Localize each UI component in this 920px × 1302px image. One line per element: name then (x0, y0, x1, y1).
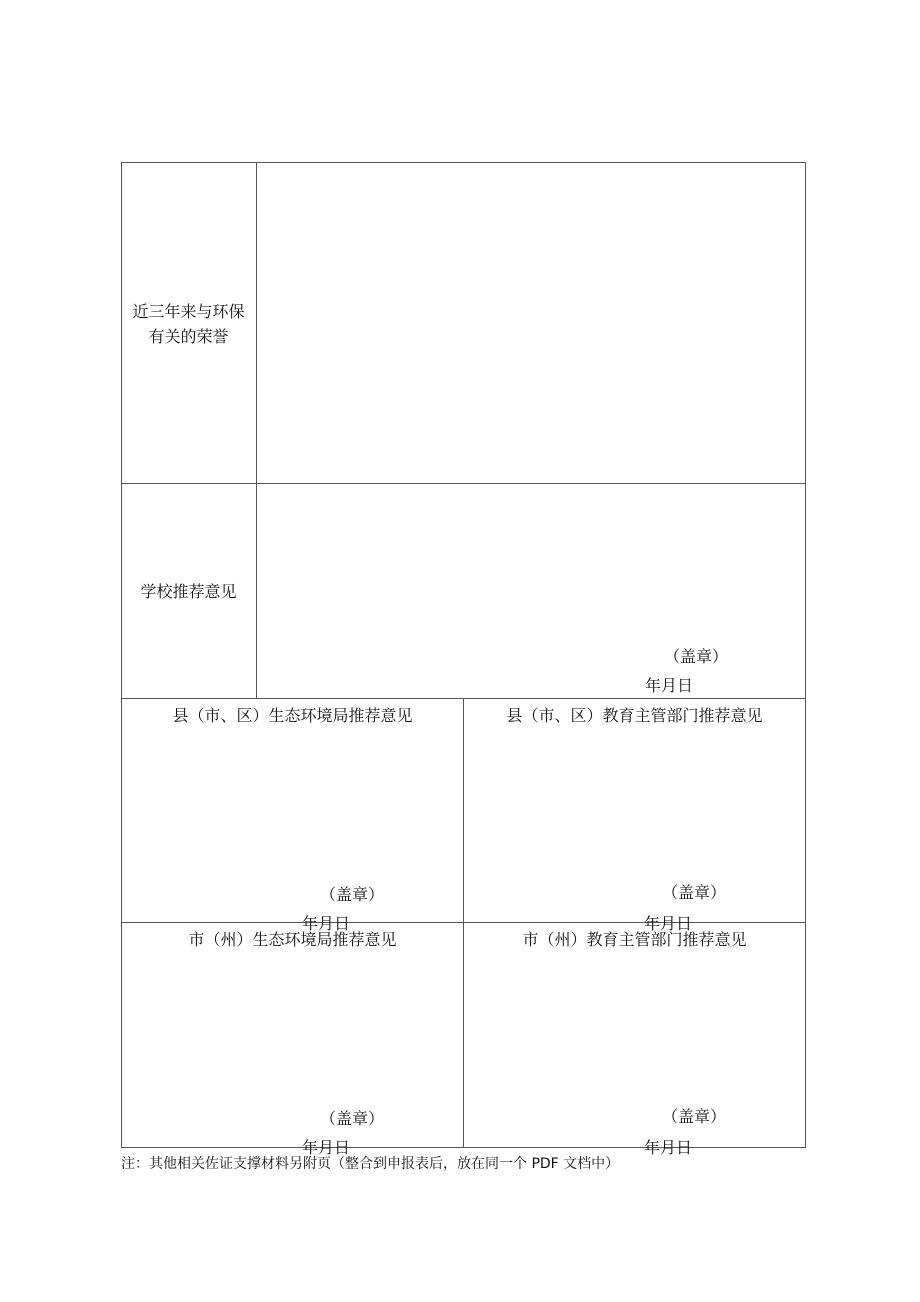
school-opinion-label: 学校推荐意见 (140, 582, 237, 601)
county-edu-opinion-label: 县（市、区）教育主管部门推荐意见 (506, 706, 763, 725)
footnote: 注：其他相关佐证支撑材料另附页（整合到申报表后，放在同一个 PDF 文档中） (121, 1156, 620, 1172)
county-env-opinion-cell[interactable] (122, 699, 463, 933)
school-date-text: 年月日 (645, 676, 694, 695)
city-env-seal-text: （盖章） (320, 1109, 385, 1128)
city-edu-opinion-label: 市（州）教育主管部门推荐意见 (522, 930, 747, 949)
county-edu-date-text: 年月日 (644, 914, 693, 933)
county-env-opinion-label: 县（市、区）生态环境局推荐意见 (172, 706, 413, 725)
city-env-opinion-cell[interactable] (122, 923, 463, 1157)
honors-label-line1: 近三年来与环保 (132, 302, 245, 321)
school-opinion-area[interactable] (257, 484, 805, 698)
school-seal-text: （盖章） (664, 647, 729, 666)
honors-input-area[interactable] (257, 163, 805, 483)
county-edu-seal-text: （盖章） (662, 883, 727, 902)
county-edu-opinion-cell[interactable] (464, 699, 805, 933)
county-env-seal-text: （盖章） (320, 885, 385, 904)
city-edu-opinion-cell[interactable] (464, 923, 805, 1157)
city-env-opinion-label: 市（州）生态环境局推荐意见 (188, 930, 397, 949)
city-edu-seal-text: （盖章） (662, 1107, 727, 1126)
honors-label-line2: 有关的荣誉 (148, 327, 229, 346)
city-env-date-text: 年月日 (302, 1138, 351, 1157)
county-env-date-text: 年月日 (302, 914, 351, 933)
city-edu-date-text: 年月日 (644, 1138, 693, 1157)
